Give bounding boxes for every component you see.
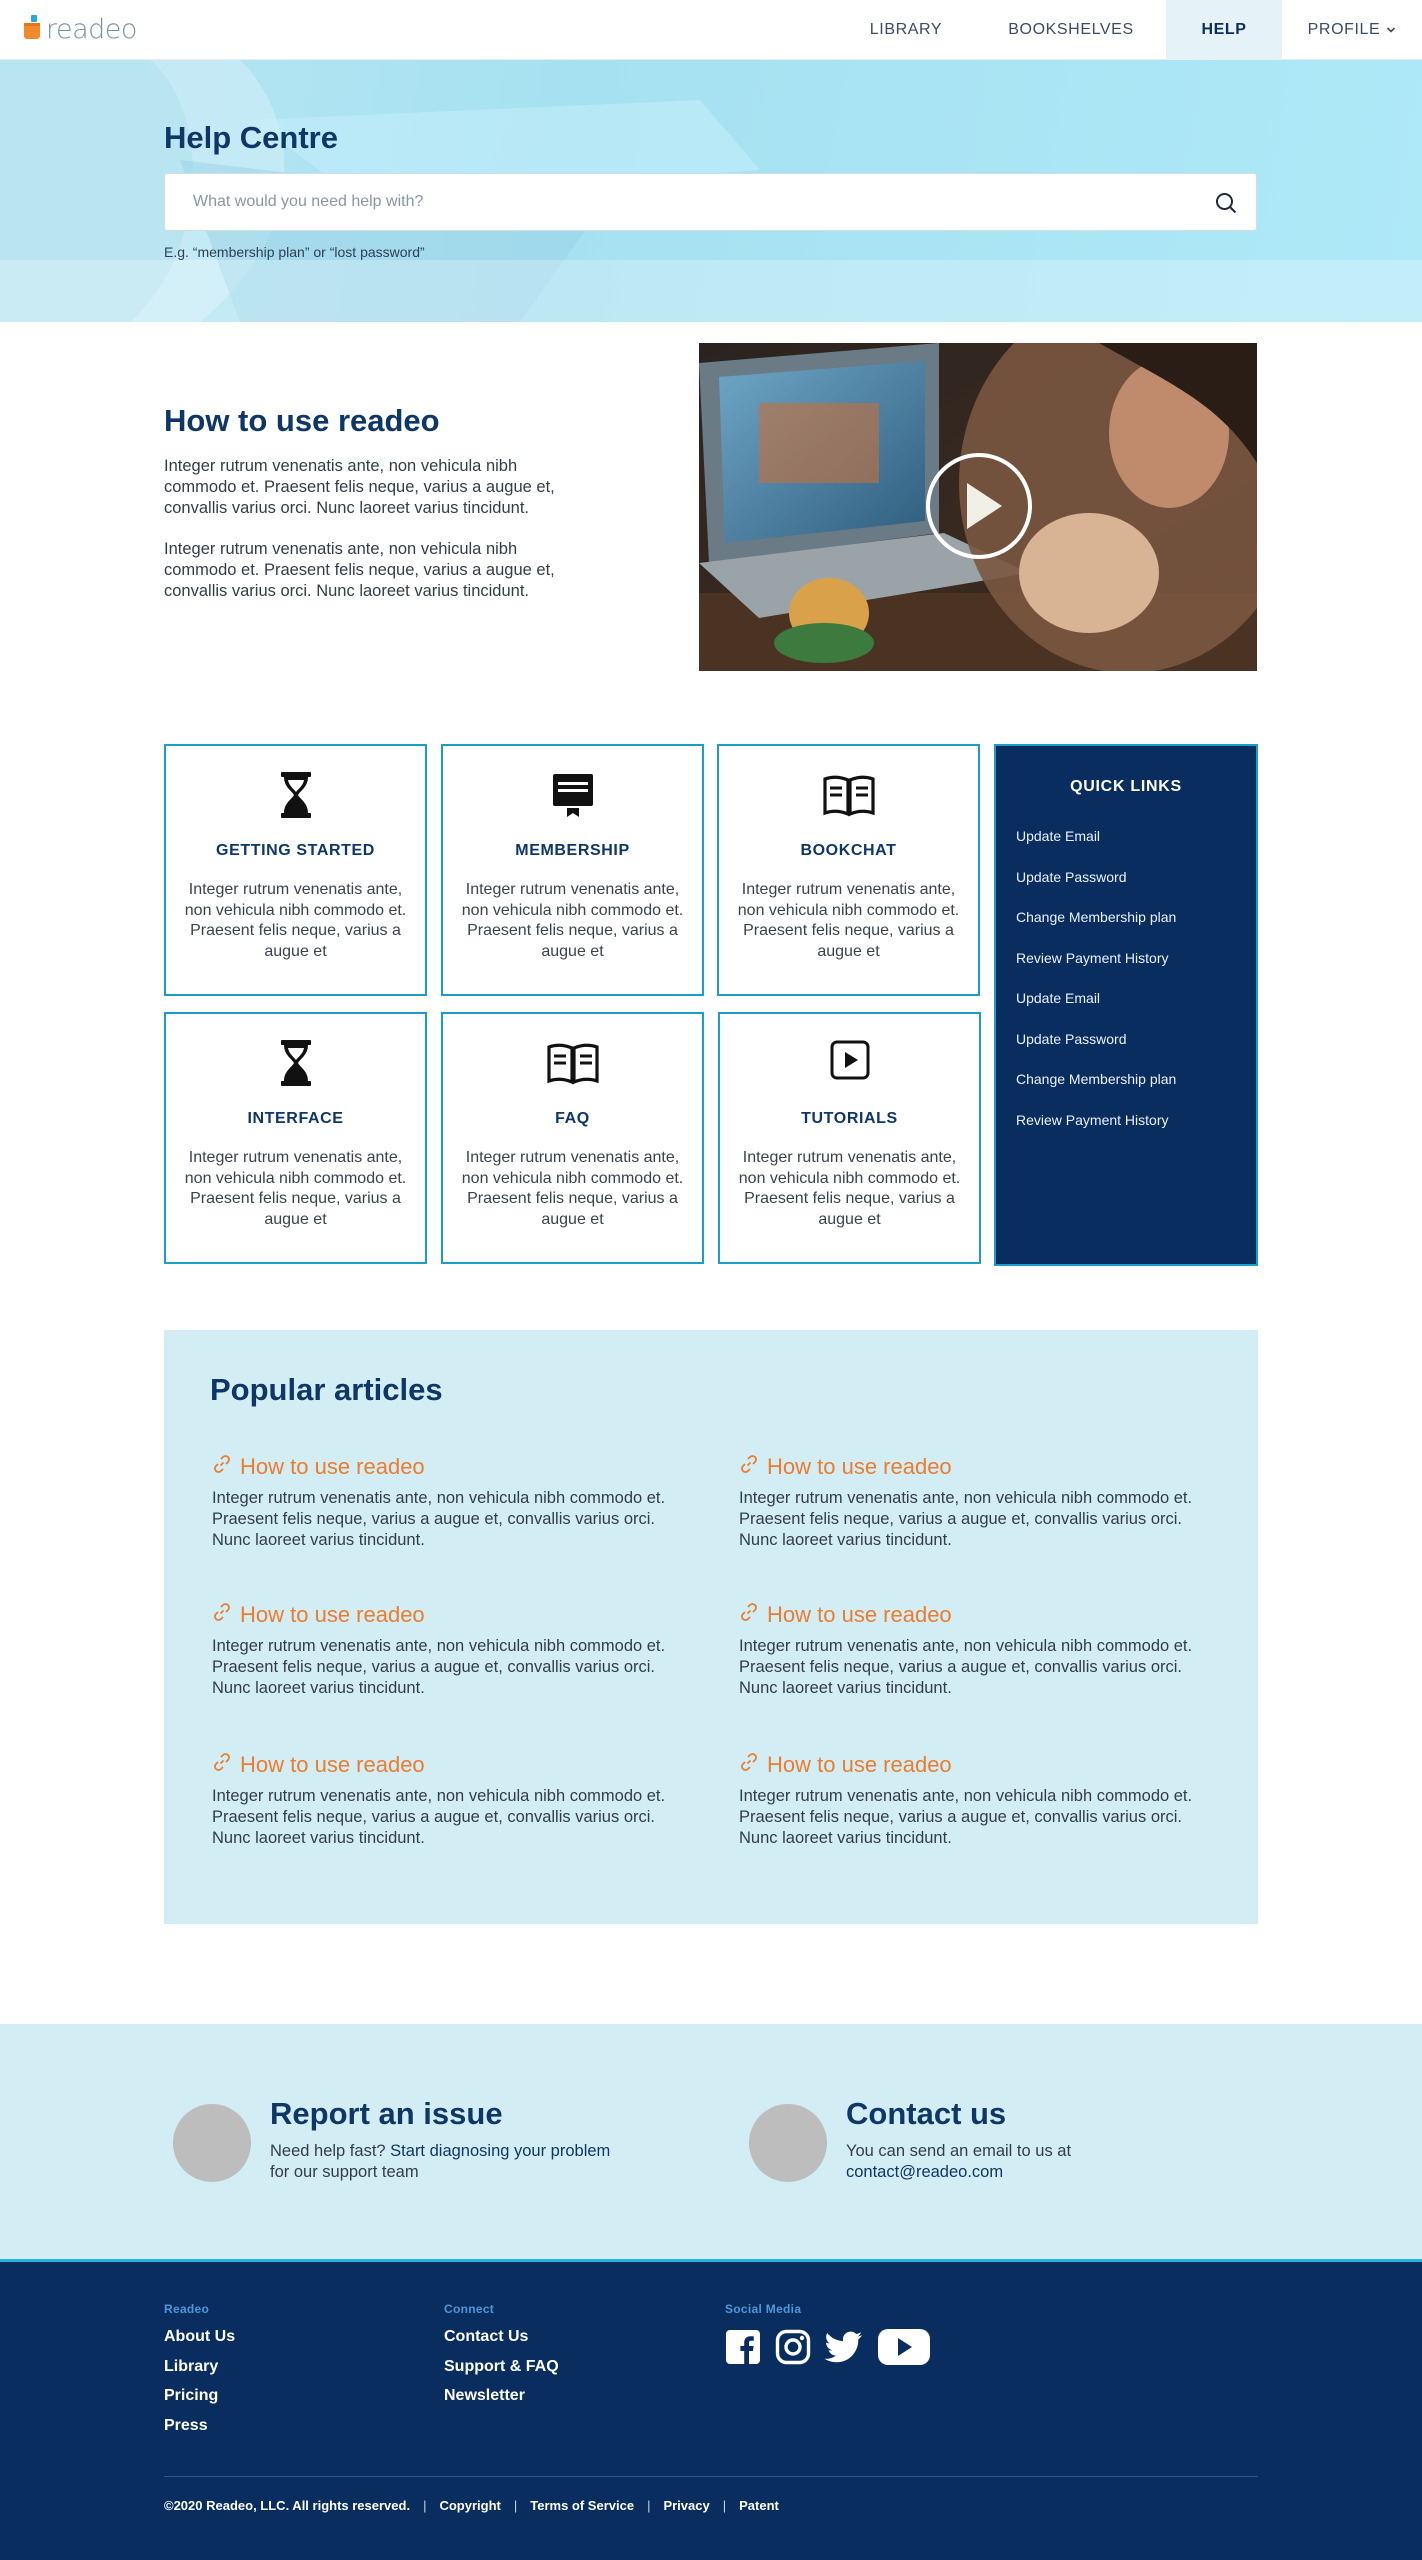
quick-link-change-membership[interactable]: Change Membership plan: [1016, 909, 1177, 925]
card-description: Integer rutrum venenatis ante, non vehicula nibh commodo et. Praesent felis neque, varius a augue et: [184, 1149, 407, 1228]
article-item: [212, 1602, 672, 1699]
footer-link-pricing[interactable]: Pricing: [164, 2387, 219, 2404]
quick-link-payment-history[interactable]: Review Payment History: [1016, 949, 1169, 966]
article-link[interactable]: [739, 1602, 1199, 1628]
card-title: INTERFACE: [247, 1110, 344, 1127]
footer-link-support[interactable]: Support & FAQ: [444, 2357, 559, 2375]
footer-divider: [164, 2476, 1258, 2477]
article-title: How to use readeo: [767, 1602, 952, 1627]
link-icon: [739, 1752, 759, 1778]
footer-link-contact[interactable]: Contact Us: [444, 2328, 529, 2345]
contact-title: Contact us: [846, 2096, 1007, 2131]
article-item: [739, 1602, 1199, 1699]
footer-link-about[interactable]: About Us: [164, 2328, 236, 2345]
readeo-logo-icon: [22, 14, 42, 45]
youtube-icon[interactable]: [877, 2328, 931, 2366]
nav-profile-label: PROFILE: [1307, 21, 1381, 38]
footer-heading: Connect: [444, 2302, 495, 2316]
card-description: Integer rutrum venenatis ante, non vehicula nibh commodo et. Praesent felis neque, varius a augue et: [738, 1149, 961, 1228]
contact-avatar: [749, 2104, 827, 2182]
copyright-text: ©2020 Readeo, LLC. All rights reserved.: [164, 2498, 411, 2513]
search-icon[interactable]: [1206, 183, 1246, 223]
quick-links-panel: [994, 744, 1258, 1266]
hourglass-icon: [166, 1038, 425, 1088]
popular-articles: [164, 1330, 1258, 1924]
search-hint: E.g. “membership plan” or “lost password”: [164, 244, 425, 260]
top-navigation: [0, 0, 1422, 60]
open-book-icon: [443, 1038, 702, 1088]
footer-column-connect: [444, 2302, 559, 2411]
nav-library[interactable]: LIBRARY: [869, 21, 943, 38]
article-link[interactable]: [212, 1752, 672, 1778]
category-card-getting-started[interactable]: [164, 744, 427, 996]
report-text-after: for our support team: [270, 2163, 419, 2181]
legal-separator: |: [423, 2498, 427, 2513]
social-icons: [725, 2328, 931, 2366]
instagram-icon[interactable]: [775, 2329, 811, 2365]
legal-link-terms[interactable]: Terms of Service: [530, 2498, 635, 2513]
category-card-membership[interactable]: [441, 744, 704, 996]
hourglass-icon: [166, 770, 425, 820]
video-player[interactable]: [699, 343, 1257, 671]
quick-link-update-email[interactable]: Update Email: [1016, 990, 1101, 1006]
quick-links-title: QUICK LINKS: [1070, 778, 1182, 795]
quick-links-list: [1016, 828, 1176, 1152]
nav-help[interactable]: HELP: [1166, 0, 1282, 60]
category-card-bookchat[interactable]: [717, 744, 980, 996]
facebook-icon[interactable]: [725, 2329, 761, 2365]
support-strip: [0, 2024, 1422, 2262]
legal-bar: [164, 2498, 779, 2513]
quick-link-change-membership[interactable]: Change Membership plan: [1016, 1071, 1177, 1087]
article-description: Integer rutrum venenatis ante, non vehicula nibh commodo et. Praesent felis neque, varius a augue et, convallis varius orci. Nunc laoreet varius tincidunt.: [212, 1787, 666, 1847]
legal-link-patent[interactable]: Patent: [739, 2498, 779, 2513]
card-description: Integer rutrum venenatis ante, non vehicula nibh commodo et. Praesent felis neque, varius a augue et: [461, 1149, 684, 1228]
help-hero: [0, 60, 1422, 322]
card-title: TUTORIALS: [801, 1110, 898, 1127]
report-text-before: Need help fast?: [270, 2142, 391, 2160]
article-description: Integer rutrum venenatis ante, non vehicula nibh commodo et. Praesent felis neque, varius a augue et, convallis varius orci. Nunc laoreet varius tincidunt.: [739, 1787, 1193, 1847]
category-card-tutorials[interactable]: [718, 1012, 981, 1264]
howto-title: How to use readeo: [164, 403, 440, 438]
card-title: MEMBERSHIP: [515, 842, 630, 859]
article-item: [739, 1454, 1199, 1551]
legal-link-copyright[interactable]: Copyright: [439, 2498, 501, 2513]
card-title: FAQ: [555, 1110, 590, 1127]
main-nav: [836, 0, 1422, 60]
nav-bookshelves[interactable]: BOOKSHELVES: [1008, 21, 1134, 38]
article-link[interactable]: [212, 1602, 672, 1628]
logo-text: readeo: [46, 14, 137, 45]
link-icon: [212, 1454, 232, 1480]
quick-link-update-password[interactable]: Update Password: [1016, 868, 1127, 885]
article-title: How to use readeo: [240, 1602, 425, 1627]
article-link[interactable]: [739, 1454, 1199, 1480]
contact-email-link[interactable]: contact@readeo.com: [846, 2163, 1004, 2181]
legal-separator: |: [513, 2498, 518, 2513]
footer-link-newsletter[interactable]: Newsletter: [444, 2387, 525, 2404]
article-description: Integer rutrum venenatis ante, non vehicula nibh commodo et. Praesent felis neque, varius a augue et, convallis varius orci. Nunc laoreet varius tincidunt.: [739, 1489, 1193, 1549]
legal-link-privacy[interactable]: Privacy: [663, 2498, 710, 2513]
play-square-icon: [720, 1038, 979, 1088]
link-icon: [739, 1454, 759, 1480]
category-card-interface[interactable]: [164, 1012, 427, 1264]
search-input[interactable]: [165, 174, 1256, 230]
link-icon: [212, 1602, 232, 1628]
membership-card-icon: [443, 770, 702, 820]
article-title: How to use readeo: [767, 1752, 952, 1777]
twitter-icon[interactable]: [825, 2331, 863, 2363]
legal-separator: |: [647, 2498, 651, 2513]
legal-separator: |: [722, 2498, 727, 2513]
category-card-faq[interactable]: [441, 1012, 704, 1264]
footer-column-readeo: [164, 2302, 235, 2440]
open-book-icon: [719, 770, 978, 820]
popular-title: Popular articles: [210, 1372, 443, 1407]
article-description: Integer rutrum venenatis ante, non vehicula nibh commodo et. Praesent felis neque, varius a augue et, convallis varius orci. Nunc laoreet varius tincidunt.: [212, 1489, 666, 1549]
report-avatar: [173, 2104, 251, 2182]
contact-text-body: You can send an email to us at: [846, 2142, 1072, 2160]
article-item: [212, 1454, 672, 1551]
page-title: Help Centre: [164, 120, 338, 155]
card-description: Integer rutrum venenatis ante, non vehicula nibh commodo et. Praesent felis neque, varius a augue et: [184, 881, 407, 960]
footer: [0, 2262, 1422, 2560]
footer-heading: Social Media: [725, 2302, 802, 2316]
chevron-down-icon: [1386, 21, 1396, 39]
article-title: How to use readeo: [767, 1454, 952, 1479]
howto-paragraph: Integer rutrum venenatis ante, non vehicula nibh commodo et. Praesent felis neque, varius a augue et, convallis varius orci. Nunc laoreet varius tincidunt.: [164, 540, 555, 600]
article-title: How to use readeo: [240, 1752, 425, 1777]
logo[interactable]: [22, 14, 137, 45]
play-icon: [930, 457, 1028, 555]
report-text: [270, 2141, 690, 2183]
card-title: GETTING STARTED: [216, 842, 375, 859]
card-title: BOOKCHAT: [800, 842, 897, 859]
link-icon: [212, 1752, 232, 1778]
diagnose-link[interactable]: Start diagnosing your problem: [390, 2142, 611, 2160]
card-description: Integer rutrum venenatis ante, non vehicula nibh commodo et. Praesent felis neque, varius a augue et: [461, 881, 684, 960]
footer-links: [164, 2322, 235, 2440]
article-title: How to use readeo: [240, 1454, 425, 1479]
article-description: Integer rutrum venenatis ante, non vehicula nibh commodo et. Praesent felis neque, varius a augue et, convallis varius orci. Nunc laoreet varius tincidunt.: [212, 1637, 666, 1697]
card-description: Integer rutrum venenatis ante, non vehicula nibh commodo et. Praesent felis neque, varius a augue et: [737, 881, 960, 960]
footer-column-social: [725, 2302, 931, 2366]
nav-profile[interactable]: [1282, 0, 1422, 60]
footer-link-library[interactable]: Library: [164, 2357, 219, 2375]
quick-link-update-email[interactable]: Update Email: [1016, 828, 1101, 844]
quick-link-payment-history[interactable]: Review Payment History: [1016, 1111, 1169, 1128]
article-item: [739, 1752, 1199, 1849]
search-box: [164, 173, 1257, 231]
play-button[interactable]: [926, 453, 1032, 559]
footer-link-press[interactable]: Press: [164, 2416, 208, 2434]
report-title: Report an issue: [270, 2096, 503, 2131]
article-link[interactable]: [739, 1752, 1199, 1778]
link-icon: [739, 1602, 759, 1628]
article-link[interactable]: [212, 1454, 672, 1480]
footer-links: [444, 2322, 559, 2411]
footer-heading: Readeo: [164, 2302, 210, 2316]
howto-paragraph: Integer rutrum venenatis ante, non vehicula nibh commodo et. Praesent felis neque, varius a augue et, convallis varius orci. Nunc laoreet varius tincidunt.: [164, 457, 555, 517]
contact-text: [846, 2141, 1246, 2183]
quick-link-update-password[interactable]: Update Password: [1016, 1030, 1127, 1047]
article-item: [212, 1752, 672, 1849]
article-description: Integer rutrum venenatis ante, non vehicula nibh commodo et. Praesent felis neque, varius a augue et, convallis varius orci. Nunc laoreet varius tincidunt.: [739, 1637, 1193, 1697]
